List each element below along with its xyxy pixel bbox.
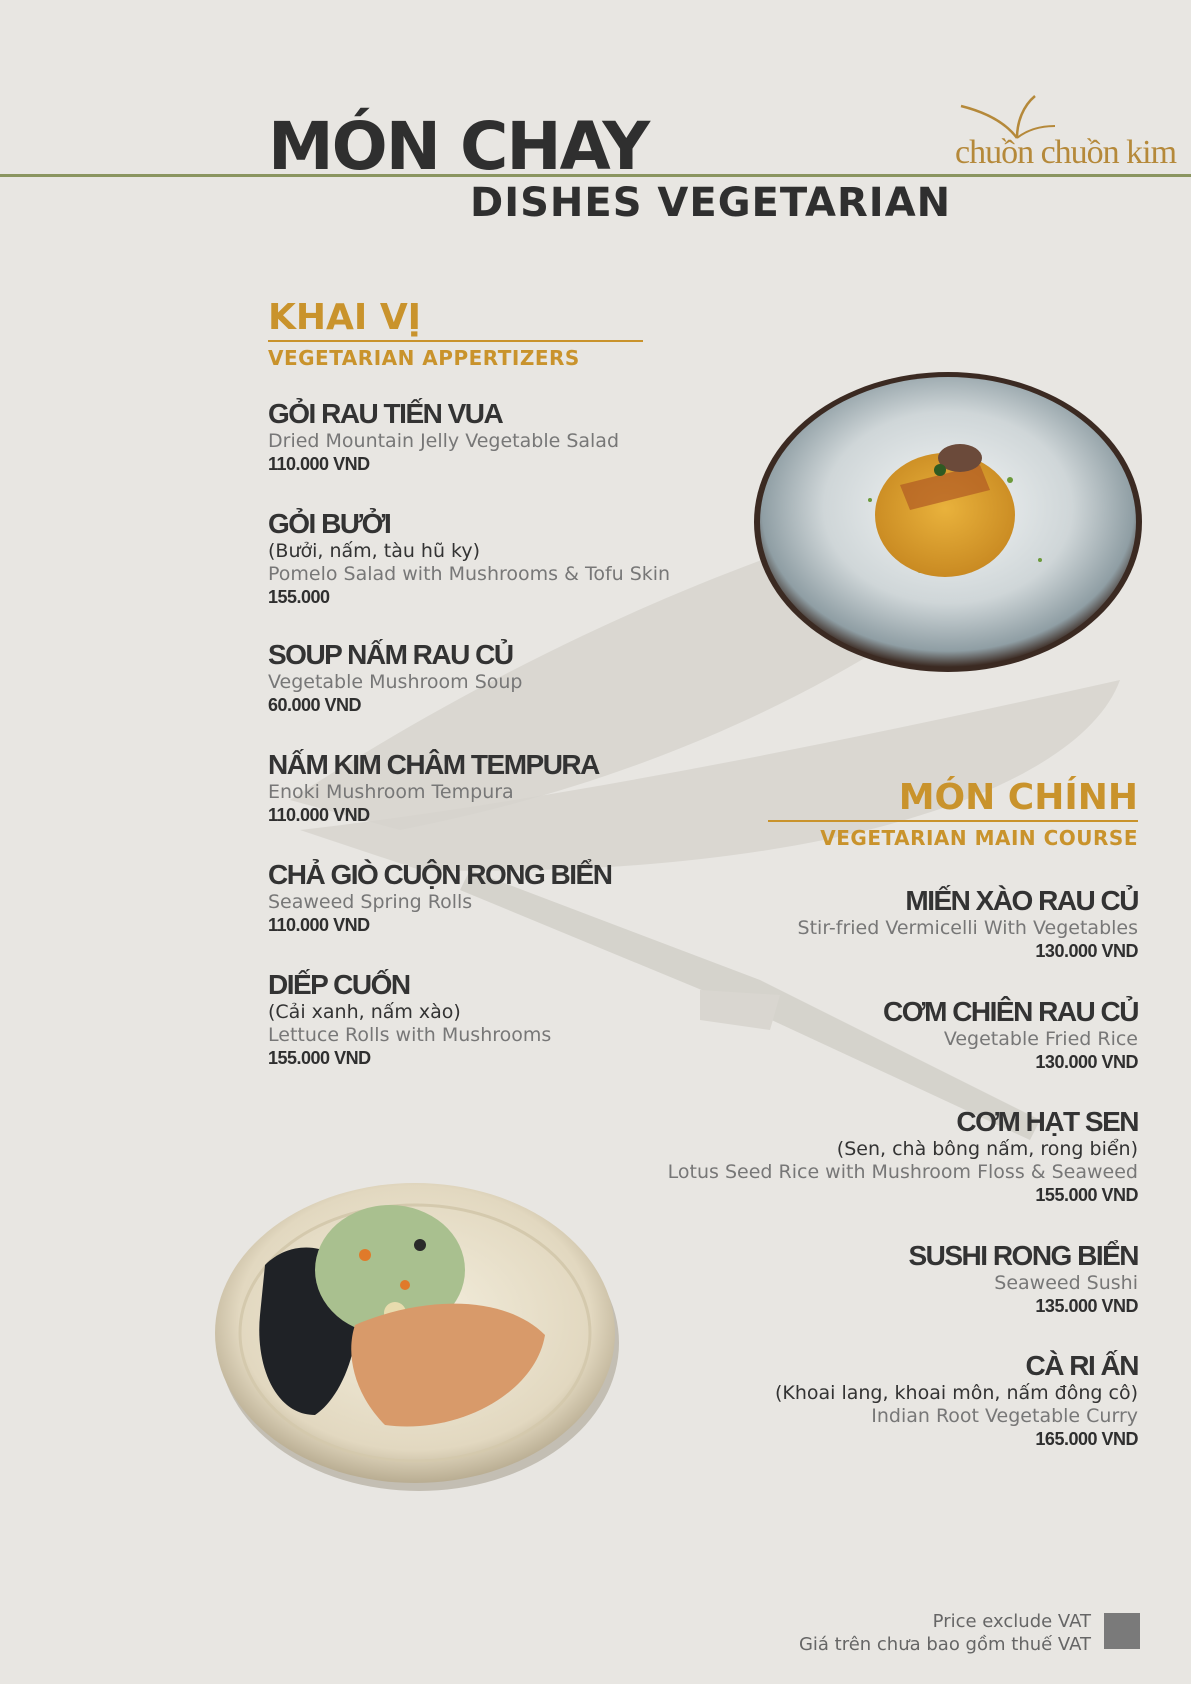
menu-item <box>268 639 522 716</box>
item-name: DIẾP CUỐN <box>268 969 410 1000</box>
item-ingredients: (Sen, chà bông nấm, rong biển) <box>836 1138 1138 1160</box>
vat-notice <box>799 1610 1091 1656</box>
page-title: MÓN CHAY <box>268 108 649 185</box>
item-description: Dried Mountain Jelly Vegetable Salad <box>268 430 620 452</box>
item-name: CƠM HẠT SEN <box>956 1106 1138 1137</box>
item-description: Vegetable Mushroom Soup <box>268 671 523 693</box>
appetizers-heading <box>268 297 643 370</box>
item-description: Stir-fried Vermicelli With Vegetables <box>797 917 1138 939</box>
item-price: 155.000 VND <box>1035 1185 1138 1205</box>
main-course-rule <box>768 820 1138 822</box>
item-price: 110.000 VND <box>268 915 370 935</box>
item-name: SOUP NẤM RAU CỦ <box>268 639 513 670</box>
lotus-seed-rice-plate-image <box>205 1165 635 1495</box>
item-price: 110.000 VND <box>268 805 370 825</box>
item-price: 130.000 VND <box>1035 941 1138 961</box>
item-name: GỎI RAU TIẾN VUA <box>268 398 503 429</box>
menu-item <box>668 1106 1138 1206</box>
item-price: 60.000 VND <box>268 695 362 715</box>
footer-square-mark <box>1104 1613 1140 1649</box>
item-price: 130.000 VND <box>1035 1052 1138 1072</box>
appetizers-title-en: VEGETARIAN APPERTIZERS <box>268 346 580 370</box>
menu-item <box>883 996 1138 1073</box>
item-name: CÀ RI ẤN <box>1025 1350 1138 1381</box>
item-description: Vegetable Fried Rice <box>943 1028 1138 1050</box>
page-subtitle: DISHES VEGETARIAN <box>470 180 952 226</box>
main-course-heading <box>768 777 1138 850</box>
item-name: CƠM CHIÊN RAU CỦ <box>883 996 1138 1027</box>
item-name: CHẢ GIÒ CUỘN RONG BIỂN <box>268 859 612 890</box>
item-description: Indian Root Vegetable Curry <box>871 1405 1138 1427</box>
item-name: NẤM KIM CHÂM TEMPURA <box>268 749 599 780</box>
item-price: 110.000 VND <box>268 454 370 474</box>
menu-item <box>268 749 599 826</box>
item-description: Lotus Seed Rice with Mushroom Floss & Seaweed <box>667 1161 1138 1183</box>
menu-item <box>798 885 1138 962</box>
main-course-title-vn: MÓN CHÍNH <box>898 777 1138 818</box>
menu-item <box>268 969 551 1069</box>
main-course-title-en: VEGETARIAN MAIN COURSE <box>820 826 1138 850</box>
item-price: 165.000 VND <box>1035 1429 1138 1449</box>
vat-notice-vn: Giá trên chưa bao gồm thuế VAT <box>798 1634 1091 1655</box>
fried-rice-plate-image <box>750 370 1145 680</box>
item-ingredients: (Bưởi, nấm, tàu hũ ky) <box>268 540 481 562</box>
item-price: 155.000 VND <box>268 1048 371 1068</box>
item-price: 155.000 <box>268 587 330 607</box>
item-name: GỎI BƯỞI <box>268 508 391 539</box>
item-description: Lettuce Rolls with Mushrooms <box>268 1024 552 1046</box>
item-description: Seaweed Spring Rolls <box>268 891 473 913</box>
item-name: MIẾN XÀO RAU CỦ <box>905 885 1138 916</box>
menu-item <box>775 1350 1138 1450</box>
menu-item <box>268 859 611 936</box>
item-description: Seaweed Sushi <box>994 1272 1138 1294</box>
item-ingredients: (Cải xanh, nấm xào) <box>268 1001 461 1023</box>
item-description: Pomelo Salad with Mushrooms & Tofu Skin <box>268 563 671 585</box>
menu-item <box>268 508 670 608</box>
item-description: Enoki Mushroom Tempura <box>268 781 514 803</box>
item-price: 135.000 VND <box>1035 1296 1138 1316</box>
menu-item <box>268 398 619 475</box>
item-ingredients: (Khoai lang, khoai môn, nấm đông cô) <box>774 1382 1138 1404</box>
appetizers-title-vn: KHAI VỊ <box>268 297 422 338</box>
vat-notice-en: Price exclude VAT <box>932 1611 1091 1632</box>
menu-item <box>908 1240 1138 1317</box>
item-name: SUSHI RONG BIỂN <box>908 1240 1138 1271</box>
appetizers-rule <box>268 340 643 342</box>
logo-text: chuồn chuồn kim <box>955 134 1177 171</box>
